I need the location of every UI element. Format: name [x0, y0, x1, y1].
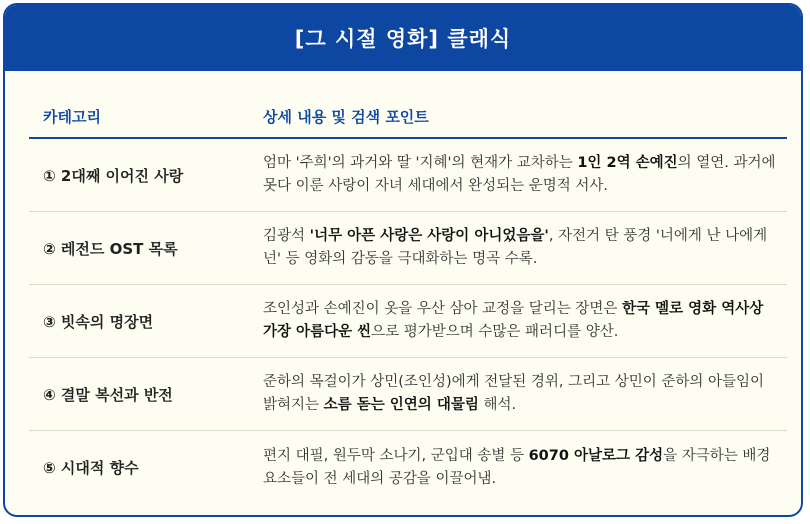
row-category: ⑤ 시대적 향수: [43, 459, 139, 477]
detail-highlight: 1인 2역 손예진: [577, 155, 678, 171]
row-detail: [263, 298, 787, 344]
card-header: [5, 5, 801, 71]
detail-text: 편지 대필, 원두막 소나기, 군입대 송별 등: [263, 447, 529, 464]
row-detail: [263, 225, 787, 271]
detail-text: 엄마 '주희'의 과거와 딸 '지혜'의 현재가 교차하는: [263, 155, 578, 171]
table-header: [29, 96, 787, 139]
table-row: [29, 431, 787, 504]
detail-text: 으로 평가받으며 수많은 패러디를 양산.: [371, 324, 619, 340]
detail-text: 김광석: [263, 228, 310, 244]
classic-movie-card: [3, 3, 803, 517]
detail-highlight: 소름 돋는 인연의 대물림: [323, 397, 479, 413]
detail-text: 조인성과 손예진이 옷을 우산 삼아 교정을 달리는 장면은: [263, 301, 623, 317]
row-category: ④ 결말 복선과 반전: [43, 385, 173, 404]
table-row: [29, 212, 787, 285]
detail-text: 해석.: [478, 397, 517, 413]
row-detail: [263, 152, 787, 198]
detail-highlight: 6070 아날로그 감성: [528, 447, 664, 464]
row-category: ② 레전드 OST 목록: [43, 239, 178, 258]
header-detail: 상세 내용 및 검색 포인트: [263, 108, 429, 126]
row-category: ③ 빗속의 명장면: [43, 312, 154, 331]
detail-text: 의 열연. 과거에 못다 이룬 사랑이 자녀 세대에서 완성되는 운명적 서사.: [263, 155, 776, 194]
info-table: [29, 96, 787, 504]
detail-highlight: 한국 멜로 영화 역사상 가장 아름다운 씬: [263, 301, 764, 340]
detail-highlight: '너무 아픈 사랑은 사랑이 아니었음을': [309, 228, 549, 244]
detail-text: 준하의 목걸이가 상민(조인성)에게 전달된 경위, 그리고 상민이 준하의 아들임이 밝혀지는: [263, 374, 765, 413]
row-detail: [263, 371, 787, 417]
row-category: ① 2대째 이어진 사랑: [43, 166, 184, 185]
card-title: [그 시절 영화] 클래식: [294, 27, 512, 51]
table-row: [29, 358, 787, 431]
table-row: [29, 285, 787, 358]
table-row: [29, 139, 787, 212]
row-detail: [263, 445, 787, 491]
header-category: 카테고리: [43, 108, 101, 126]
detail-text: 을 자극하는 배경 요소들이 전 세대의 공감을 이끌어냄.: [263, 447, 771, 487]
detail-text: , 자전거 탄 풍경 '너에게 난 나에게 넌' 등 영화의 감동을 극대화하는 명곡 수록.: [263, 228, 768, 267]
